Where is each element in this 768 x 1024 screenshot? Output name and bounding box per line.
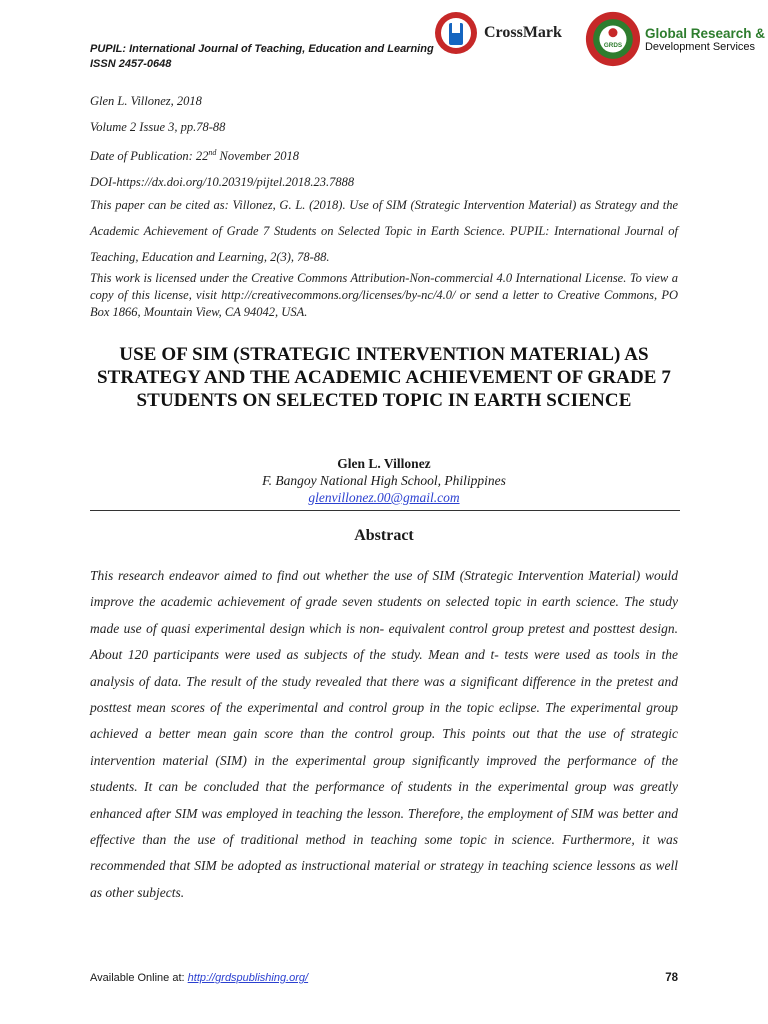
footer-available-label: Available Online at: bbox=[90, 972, 188, 984]
citation-author-year: Glen L. Villonez, 2018 bbox=[90, 94, 202, 108]
citation-info bbox=[90, 88, 678, 195]
journal-issn: ISSN 2457-0648 bbox=[90, 58, 172, 70]
page-number: 78 bbox=[665, 972, 678, 984]
footer-availability bbox=[90, 972, 308, 984]
author-name: Glen L. Villonez bbox=[337, 456, 431, 471]
crossmark-badge[interactable] bbox=[434, 11, 574, 55]
footer-url-link[interactable]: http://grdspublishing.org/ bbox=[187, 972, 309, 984]
publisher-name-line2: Development Services bbox=[644, 40, 756, 53]
author-email-link[interactable]: glenvillonez.00@gmail.com bbox=[308, 490, 460, 505]
journal-header bbox=[90, 42, 434, 72]
abstract-heading: Abstract bbox=[354, 527, 414, 544]
citation-cite-as: This paper can be cited as: Villonez, G. L. (2018). Use of SIM (Strategic Intervention Material) as Strategy and the Academic Achievement of Grade 7 Students on Selected Topic in Earth Science. PUPIL: International Journal of Teaching, Education and Learning, 2(3), 78-88. bbox=[90, 198, 678, 264]
publisher-name-line1: Global Research & bbox=[644, 25, 765, 41]
journal-name: PUPIL: International Journal of Teaching, Education and Learning bbox=[90, 43, 434, 55]
crossmark-label: CrossMark bbox=[484, 24, 562, 41]
publisher-logo bbox=[585, 4, 765, 74]
grds-seal-icon bbox=[585, 8, 641, 70]
crossmark-icon bbox=[434, 11, 478, 55]
citation-doi: DOI-https://dx.doi.org/10.20319/pijtel.2018.23.7888 bbox=[90, 175, 355, 190]
license-notice: This work is licensed under the Creative Commons Attribution-Non-commercial 4.0 International License. To view a copy of this license, visit http://creativecommons.org/licenses/by-nc/4.0/ or send a letter to Creative Commons, PO Box 1866, Mountain View, CA 94042, USA. bbox=[90, 271, 678, 319]
author-affiliation: F. Bangoy National High School, Philippines bbox=[262, 473, 506, 488]
paper-title: USE OF SIM (STRATEGIC INTERVENTION MATERIAL) AS STRATEGY AND THE ACADEMIC ACHIEVEMENT OF GRADE 7 STUDENTS ON SELECTED TOPIC IN EARTH SCIENCE bbox=[96, 344, 671, 411]
abstract-body: This research endeavor aimed to find out whether the use of SIM (Strategic Intervention Material) would improve the academic achievement of grade seven students on selected topic in earth science. The study made use of quasi experimental design which is non- equivalent control group pretest and posttest design. About 120 participants were used as subjects of the study. Mean and t- tests were used as tools in the analysis of data. The result of the study revealed that there was a significant difference in the pretest and posttest mean scores of the experimental and control group in the topic eclipse. The experimental group achieved a better mean gain score than the control group. This points out that the use of strategic intervention material (SIM) in the experimental group significantly improved the performance of the students. It can be concluded that the performance of students in the experimental group was greatly enhanced after SIM was employed in teaching the lesson. Therefore, the employment of SIM was better and effective than the use of traditional method in teaching some topic in science. Furthermore, it was recommended that SIM be adopted as instructional material or strategy in teaching science lessons as well as other subjects. bbox=[90, 568, 678, 900]
citation-volume: Volume 2 Issue 3, pp.78-88 bbox=[90, 120, 226, 134]
divider bbox=[90, 510, 680, 511]
grds-seal-text: GRDS bbox=[603, 42, 623, 50]
citation-date: Date of Publication: 22nd November 2018 bbox=[90, 148, 300, 164]
